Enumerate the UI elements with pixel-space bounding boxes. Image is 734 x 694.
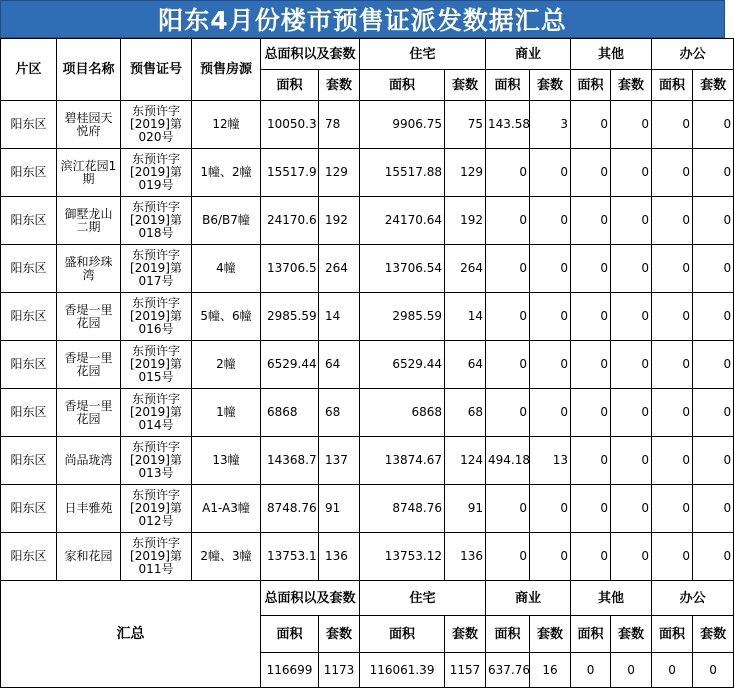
total-units-cell: 136 <box>319 533 360 581</box>
summary-oth-units: 0 <box>611 653 652 688</box>
source-cell: 4幢 <box>192 245 261 293</box>
office-area-cell: 0 <box>652 293 693 341</box>
table-row <box>1 485 734 533</box>
total-area-cell: 24170.6 <box>261 197 319 245</box>
header-units: 套数 <box>319 70 360 101</box>
other-area-cell: 0 <box>571 341 611 389</box>
residential-units-cell: 75 <box>445 101 486 149</box>
residential-units-cell: 124 <box>445 437 486 485</box>
summary-header-units: 套数 <box>611 616 652 653</box>
license-number-cell: 东预许字[2019]第017号 <box>121 245 192 293</box>
other-units-cell: 0 <box>611 101 652 149</box>
project-name-cell: 滨江花园1期 <box>57 149 121 197</box>
total-units-cell: 78 <box>319 101 360 149</box>
office-units-cell: 0 <box>693 245 734 293</box>
district-cell: 阳东区 <box>1 149 57 197</box>
other-area-cell: 0 <box>571 485 611 533</box>
total-area-cell: 13753.1 <box>261 533 319 581</box>
summary-total-units: 1173 <box>319 653 360 688</box>
commercial-units-cell: 0 <box>530 245 571 293</box>
commercial-area-cell: 0 <box>486 245 530 293</box>
other-units-cell: 0 <box>611 533 652 581</box>
summary-oth-area: 0 <box>571 653 611 688</box>
residential-area-cell: 2985.59 <box>360 293 445 341</box>
other-units-cell: 0 <box>611 389 652 437</box>
source-cell: 2幢 <box>192 341 261 389</box>
residential-units-cell: 264 <box>445 245 486 293</box>
total-units-cell: 14 <box>319 293 360 341</box>
table-row <box>1 245 734 293</box>
office-area-cell: 0 <box>652 245 693 293</box>
presale-table <box>0 38 734 688</box>
license-number-cell: 东预许字[2019]第015号 <box>121 341 192 389</box>
commercial-units-cell: 0 <box>530 149 571 197</box>
office-units-cell: 0 <box>693 533 734 581</box>
office-area-cell: 0 <box>652 437 693 485</box>
district-cell: 阳东区 <box>1 101 57 149</box>
summary-off-area: 0 <box>652 653 693 688</box>
source-cell: 5幢、6幢 <box>192 293 261 341</box>
license-number-cell: 东预许字[2019]第014号 <box>121 389 192 437</box>
office-units-cell: 0 <box>693 293 734 341</box>
summary-total-area: 116699 <box>261 653 319 688</box>
commercial-area-cell: 0 <box>486 341 530 389</box>
total-area-cell: 10050.3 <box>261 101 319 149</box>
license-number-cell: 东预许字[2019]第016号 <box>121 293 192 341</box>
license-number-cell: 东预许字[2019]第019号 <box>121 149 192 197</box>
table-row <box>1 341 734 389</box>
license-number-cell: 东预许字[2019]第018号 <box>121 197 192 245</box>
header-project: 项目名称 <box>57 39 121 101</box>
other-area-cell: 0 <box>571 293 611 341</box>
residential-units-cell: 192 <box>445 197 486 245</box>
district-cell: 阳东区 <box>1 437 57 485</box>
residential-area-cell: 6868 <box>360 389 445 437</box>
project-name-cell: 家和花园 <box>57 533 121 581</box>
commercial-area-cell: 0 <box>486 389 530 437</box>
summary-header-area: 面积 <box>360 616 445 653</box>
other-area-cell: 0 <box>571 533 611 581</box>
district-cell: 阳东区 <box>1 533 57 581</box>
summary-com-area: 637.76 <box>486 653 530 688</box>
summary-header-office: 办公 <box>652 581 734 616</box>
office-units-cell: 0 <box>693 389 734 437</box>
other-units-cell: 0 <box>611 245 652 293</box>
district-cell: 阳东区 <box>1 389 57 437</box>
source-cell: B6/B7幢 <box>192 197 261 245</box>
office-area-cell: 0 <box>652 101 693 149</box>
commercial-area-cell: 0 <box>486 197 530 245</box>
summary-header-area: 面积 <box>571 616 611 653</box>
table-row <box>1 197 734 245</box>
commercial-units-cell: 0 <box>530 197 571 245</box>
table-row <box>1 389 734 437</box>
source-cell: 12幢 <box>192 101 261 149</box>
other-area-cell: 0 <box>571 101 611 149</box>
source-cell: 13幢 <box>192 437 261 485</box>
summary-res-units: 1157 <box>445 653 486 688</box>
office-area-cell: 0 <box>652 533 693 581</box>
project-name-cell: 尚品珑湾 <box>57 437 121 485</box>
total-area-cell: 13706.5 <box>261 245 319 293</box>
table-row <box>1 533 734 581</box>
header-area: 面积 <box>571 70 611 101</box>
commercial-units-cell: 0 <box>530 485 571 533</box>
project-name-cell: 香堤一里花园 <box>57 341 121 389</box>
commercial-area-cell: 494.18 <box>486 437 530 485</box>
residential-units-cell: 64 <box>445 341 486 389</box>
total-units-cell: 192 <box>319 197 360 245</box>
header-other: 其他 <box>571 39 652 70</box>
residential-area-cell: 13753.12 <box>360 533 445 581</box>
commercial-area-cell: 0 <box>486 293 530 341</box>
header-units: 套数 <box>445 70 486 101</box>
office-area-cell: 0 <box>652 197 693 245</box>
project-name-cell: 碧桂园天悦府 <box>57 101 121 149</box>
page-title: 阳东4月份楼市预售证派发数据汇总 <box>0 0 725 38</box>
summary-header-units: 套数 <box>530 616 571 653</box>
residential-units-cell: 91 <box>445 485 486 533</box>
other-area-cell: 0 <box>571 245 611 293</box>
header-units: 套数 <box>693 70 734 101</box>
commercial-units-cell: 0 <box>530 293 571 341</box>
commercial-area-cell: 0 <box>486 485 530 533</box>
other-units-cell: 0 <box>611 293 652 341</box>
summary-off-units: 0 <box>693 653 734 688</box>
license-number-cell: 东预许字[2019]第013号 <box>121 437 192 485</box>
summary-header-other: 其他 <box>571 581 652 616</box>
header-area: 面积 <box>652 70 693 101</box>
total-units-cell: 64 <box>319 341 360 389</box>
summary-header-units: 套数 <box>319 616 360 653</box>
summary-header-area: 面积 <box>486 616 530 653</box>
license-number-cell: 东预许字[2019]第011号 <box>121 533 192 581</box>
header-units: 套数 <box>530 70 571 101</box>
summary-com-units: 16 <box>530 653 571 688</box>
residential-units-cell: 14 <box>445 293 486 341</box>
summary-header-units: 套数 <box>445 616 486 653</box>
commercial-units-cell: 13 <box>530 437 571 485</box>
office-units-cell: 0 <box>693 101 734 149</box>
header-area: 面积 <box>360 70 445 101</box>
commercial-units-cell: 0 <box>530 533 571 581</box>
office-area-cell: 0 <box>652 389 693 437</box>
header-area: 面积 <box>261 70 319 101</box>
commercial-area-cell: 0 <box>486 533 530 581</box>
residential-area-cell: 13874.67 <box>360 437 445 485</box>
total-units-cell: 137 <box>319 437 360 485</box>
commercial-units-cell: 0 <box>530 389 571 437</box>
residential-area-cell: 9906.75 <box>360 101 445 149</box>
office-units-cell: 0 <box>693 149 734 197</box>
residential-area-cell: 13706.54 <box>360 245 445 293</box>
license-number-cell: 东预许字[2019]第020号 <box>121 101 192 149</box>
source-cell: 1幢、2幢 <box>192 149 261 197</box>
total-units-cell: 129 <box>319 149 360 197</box>
summary-header-area: 面积 <box>261 616 319 653</box>
commercial-units-cell: 3 <box>530 101 571 149</box>
residential-units-cell: 68 <box>445 389 486 437</box>
source-cell: 2幢、3幢 <box>192 533 261 581</box>
summary-header-area: 面积 <box>652 616 693 653</box>
total-units-cell: 91 <box>319 485 360 533</box>
project-name-cell: 盛和珍珠湾 <box>57 245 121 293</box>
license-number-cell: 东预许字[2019]第012号 <box>121 485 192 533</box>
header-source: 预售房源 <box>192 39 261 101</box>
total-area-cell: 6529.44 <box>261 341 319 389</box>
project-name-cell: 御墅龙山二期 <box>57 197 121 245</box>
office-area-cell: 0 <box>652 485 693 533</box>
summary-header-total: 总面积以及套数 <box>261 581 360 616</box>
district-cell: 阳东区 <box>1 197 57 245</box>
district-cell: 阳东区 <box>1 485 57 533</box>
total-area-cell: 6868 <box>261 389 319 437</box>
summary-res-area: 116061.39 <box>360 653 445 688</box>
summary-header-row-1 <box>1 581 734 616</box>
other-units-cell: 0 <box>611 149 652 197</box>
header-commercial: 商业 <box>486 39 571 70</box>
summary-header-units: 套数 <box>693 616 734 653</box>
residential-area-cell: 24170.64 <box>360 197 445 245</box>
total-area-cell: 14368.7 <box>261 437 319 485</box>
summary-header-commercial: 商业 <box>486 581 571 616</box>
district-cell: 阳东区 <box>1 245 57 293</box>
table-row <box>1 293 734 341</box>
total-area-cell: 2985.59 <box>261 293 319 341</box>
office-units-cell: 0 <box>693 197 734 245</box>
header-office: 办公 <box>652 39 734 70</box>
total-units-cell: 264 <box>319 245 360 293</box>
office-units-cell: 0 <box>693 341 734 389</box>
other-area-cell: 0 <box>571 389 611 437</box>
office-units-cell: 0 <box>693 437 734 485</box>
header-residential: 住宅 <box>360 39 486 70</box>
district-cell: 阳东区 <box>1 293 57 341</box>
residential-units-cell: 129 <box>445 149 486 197</box>
table-row <box>1 101 734 149</box>
header-area: 面积 <box>486 70 530 101</box>
header-row-1 <box>1 39 734 70</box>
project-name-cell: 香堤一里花园 <box>57 293 121 341</box>
district-cell: 阳东区 <box>1 341 57 389</box>
commercial-area-cell: 0 <box>486 149 530 197</box>
residential-area-cell: 15517.88 <box>360 149 445 197</box>
project-name-cell: 日丰雅苑 <box>57 485 121 533</box>
summary-header-residential: 住宅 <box>360 581 486 616</box>
project-name-cell: 香堤一里花园 <box>57 389 121 437</box>
total-area-cell: 8748.76 <box>261 485 319 533</box>
header-district: 片区 <box>1 39 57 101</box>
residential-units-cell: 136 <box>445 533 486 581</box>
office-area-cell: 0 <box>652 341 693 389</box>
table-row <box>1 149 734 197</box>
other-area-cell: 0 <box>571 197 611 245</box>
commercial-area-cell: 143.58 <box>486 101 530 149</box>
source-cell: 1幢 <box>192 389 261 437</box>
total-units-cell: 68 <box>319 389 360 437</box>
header-license: 预售证号 <box>121 39 192 101</box>
total-area-cell: 15517.9 <box>261 149 319 197</box>
office-area-cell: 0 <box>652 149 693 197</box>
header-total: 总面积以及套数 <box>261 39 360 70</box>
office-units-cell: 0 <box>693 485 734 533</box>
residential-area-cell: 8748.76 <box>360 485 445 533</box>
other-area-cell: 0 <box>571 437 611 485</box>
other-units-cell: 0 <box>611 341 652 389</box>
other-units-cell: 0 <box>611 485 652 533</box>
table-row <box>1 437 734 485</box>
residential-area-cell: 6529.44 <box>360 341 445 389</box>
other-area-cell: 0 <box>571 149 611 197</box>
source-cell: A1-A3幢 <box>192 485 261 533</box>
header-units: 套数 <box>611 70 652 101</box>
other-units-cell: 0 <box>611 197 652 245</box>
other-units-cell: 0 <box>611 437 652 485</box>
commercial-units-cell: 0 <box>530 341 571 389</box>
summary-label: 汇总 <box>1 581 261 688</box>
